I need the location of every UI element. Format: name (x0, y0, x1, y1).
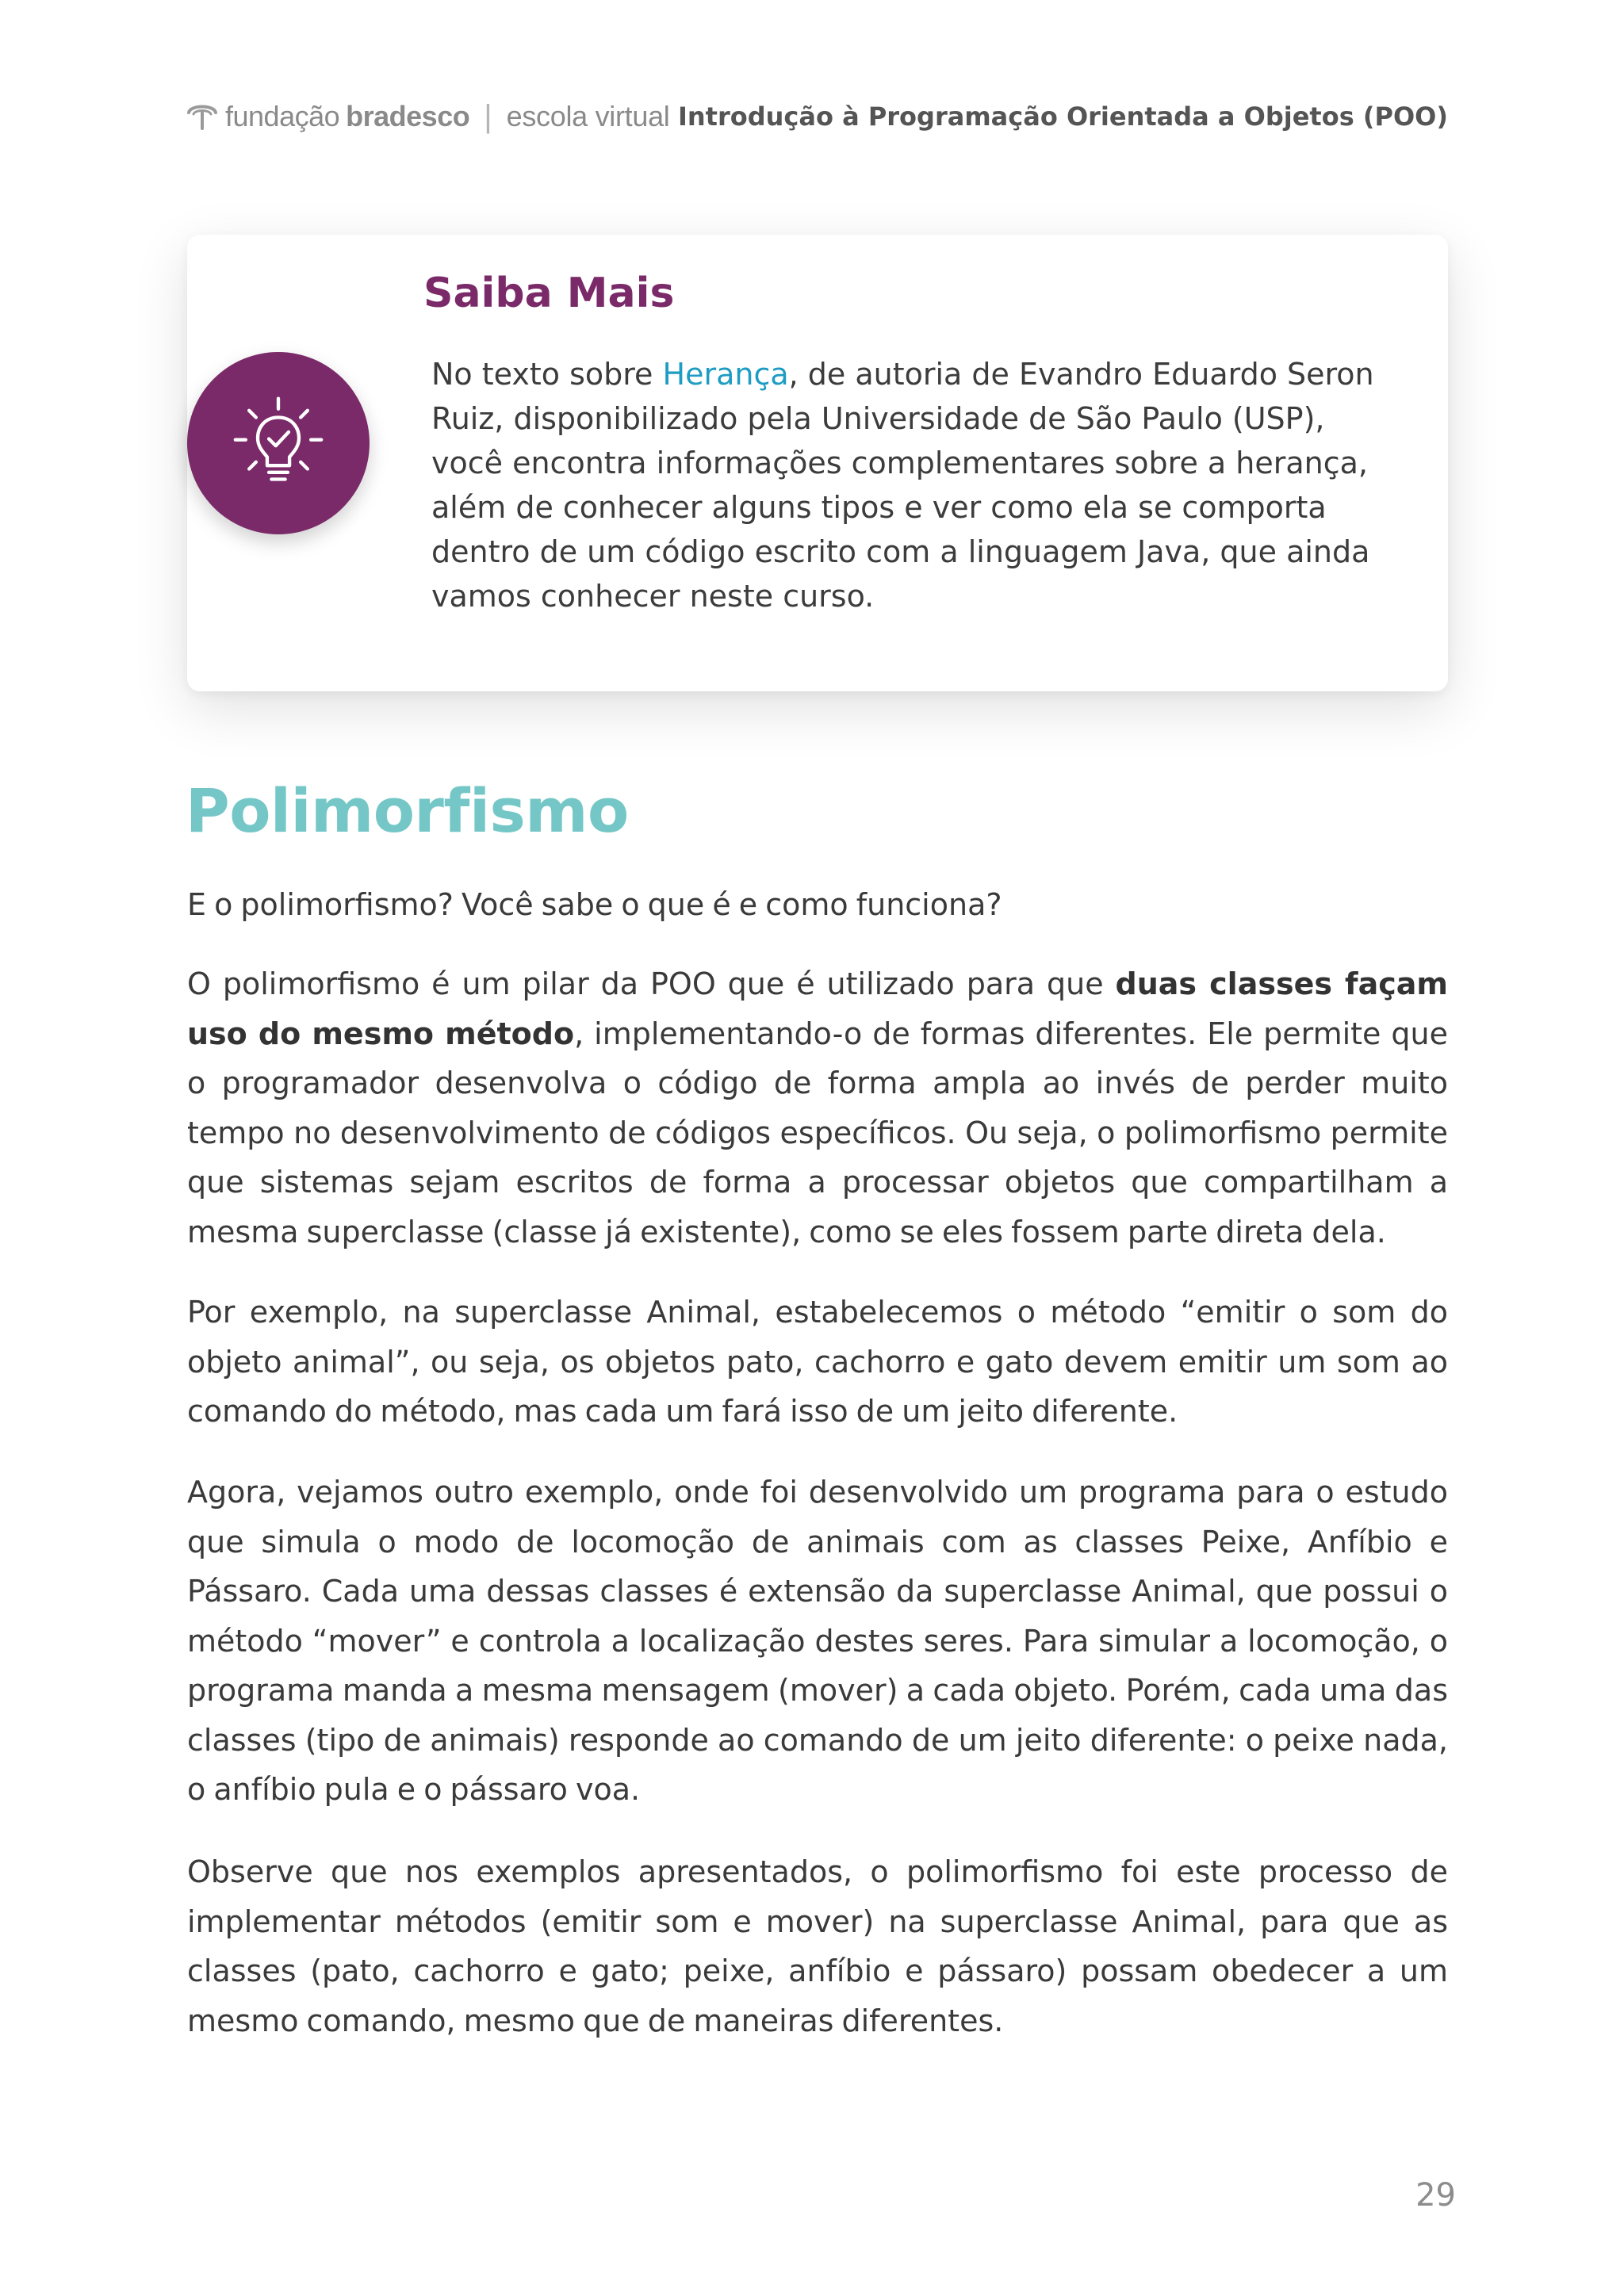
paragraph-3: Por exemplo, na superclasse Animal, estabelecemos o método “emitir o som do objeto animal”, ou seja, os objetos pato, cachorro e gato devem emitir um som ao comando do método, mas cada um fará isso de um jeito diferente. (187, 1295, 1448, 1429)
brand-org: fundação (225, 100, 340, 132)
saiba-mais-text-after: , de autoria de Evandro Eduardo Seron Ruiz, disponibilizado pela Universidade de São Paulo (USP), você encontra informações complementares sobre a herança, além de conhecer alguns tipos e ver como ela se comporta dentro de um código escrito com a linguagem Java, que ainda vamos conhecer neste curso. (431, 357, 1374, 614)
saiba-mais-text-before: No texto sobre (431, 357, 663, 392)
page-header (184, 89, 1448, 144)
saiba-mais-card (187, 235, 1448, 691)
course-title: Introdução à Programação Orientada a Objetos (POO) (677, 101, 1448, 132)
paragraph-4: Agora, vejamos outro exemplo, onde foi desenvolvido um programa para o estudo que simula o modo de locomoção de animais com as classes Peixe, Anfíbio e Pássaro. Cada uma dessas classes é extensão da superclasse Animal, que possui o método “mover” e controla a localização destes seres. Para simular a locomoção, o programa manda a mesma mensagem (mover) a cada objeto. Porém, cada uma das classes (tipo de animais) responde ao comando de um jeito diferente: o peixe nada, o anfíbio pula e o pássaro voa. (187, 1475, 1448, 1807)
page-number: 29 (1415, 2177, 1456, 2214)
brand-strong: bradesco (346, 100, 470, 132)
heranca-link[interactable]: Herança (662, 357, 789, 392)
brand-separator: | (484, 98, 492, 134)
saiba-mais-text (431, 352, 1383, 618)
lightbulb-check-icon (187, 352, 370, 534)
paragraph-2-bold: duas classes façam uso do mesmo método (187, 966, 1448, 1051)
paragraph-2 (187, 959, 1448, 1257)
paragraph-5: Observe que nos exemplos apresentados, o polimorfismo foi este processo de implementar métodos (emitir som e mover) na superclasse Animal, para que as classes (pato, cachorro e gato; peixe, anfíbio e pássaro) possam obedecer a um mesmo comando, mesmo que de maneiras diferentes. (187, 1854, 1448, 2038)
brand-logo (184, 98, 670, 135)
paragraph-2-start: O polimorfismo é um pilar da POO que é utilizado para que (187, 966, 1116, 1001)
paragraph-2-end: , implementando-o de formas diferentes. Ele permite que o programador desenvolva o código de forma ampla ao invés de perder muito tempo no desenvolvimento de códigos específicos. Ou seja, o polimorfismo permite que sistemas sejam escritos de forma a processar objetos que compartilham a mesma superclasse (classe já existente), como se eles fossem parte direta dela. (187, 1016, 1448, 1249)
paragraph-1: E o polimorfismo? Você sabe o que é e como funciona? (187, 887, 1002, 922)
brand-school: escola virtual (506, 100, 670, 132)
section-title: Polimorfismo (186, 775, 629, 846)
saiba-mais-title: Saiba Mais (423, 270, 675, 317)
bradesco-tree-icon (184, 98, 220, 135)
